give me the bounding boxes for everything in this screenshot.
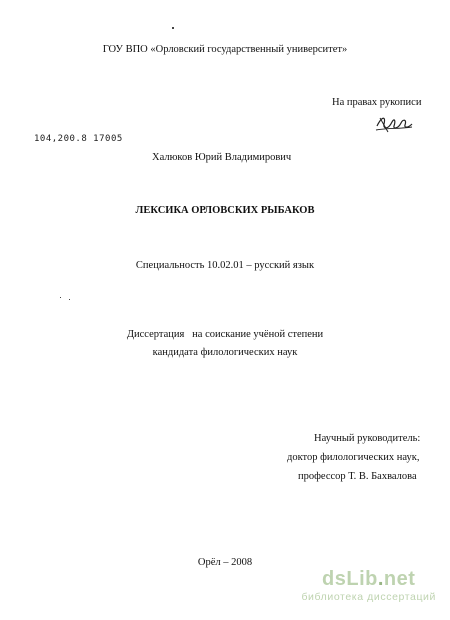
dissertation-title: ЛЕКСИКА ОРЛОВСКИХ РЫБАКОВ bbox=[135, 205, 315, 216]
institution-header: ГОУ ВПО «Орловский государственный университет» bbox=[102, 44, 348, 55]
place-year: Орёл – 2008 bbox=[197, 557, 253, 568]
watermark-logo-dot: . bbox=[377, 568, 384, 590]
specialty-line: Специальность 10.02.01 – русский язык bbox=[135, 260, 315, 271]
handwritten-signature bbox=[374, 110, 414, 136]
watermark-subtitle: библиотека диссертаций bbox=[301, 591, 436, 603]
dissertation-purpose-line2: кандидата филологических наук bbox=[152, 347, 298, 358]
scan-speck bbox=[172, 27, 174, 29]
watermark-logo-left: dsLib bbox=[322, 568, 378, 590]
watermark-logo bbox=[301, 568, 436, 590]
scan-speck bbox=[60, 297, 61, 298]
rights-note: На правах рукописи bbox=[332, 97, 422, 108]
watermark-logo-right: net bbox=[383, 568, 416, 590]
supervisor-degree: доктор филологических наук, bbox=[287, 452, 420, 463]
inventory-stamp: 104,200.8 17005 bbox=[34, 134, 123, 144]
author-name: Халюков Юрий Владимирович bbox=[152, 152, 292, 163]
scan-speck bbox=[69, 299, 70, 300]
supervisor-name: профессор Т. В. Бахвалова bbox=[298, 471, 417, 482]
dissertation-purpose-line1: Диссертация на соискание учёной степени bbox=[126, 329, 324, 340]
dslib-watermark bbox=[301, 568, 436, 604]
supervisor-label: Научный руководитель: bbox=[314, 433, 421, 444]
